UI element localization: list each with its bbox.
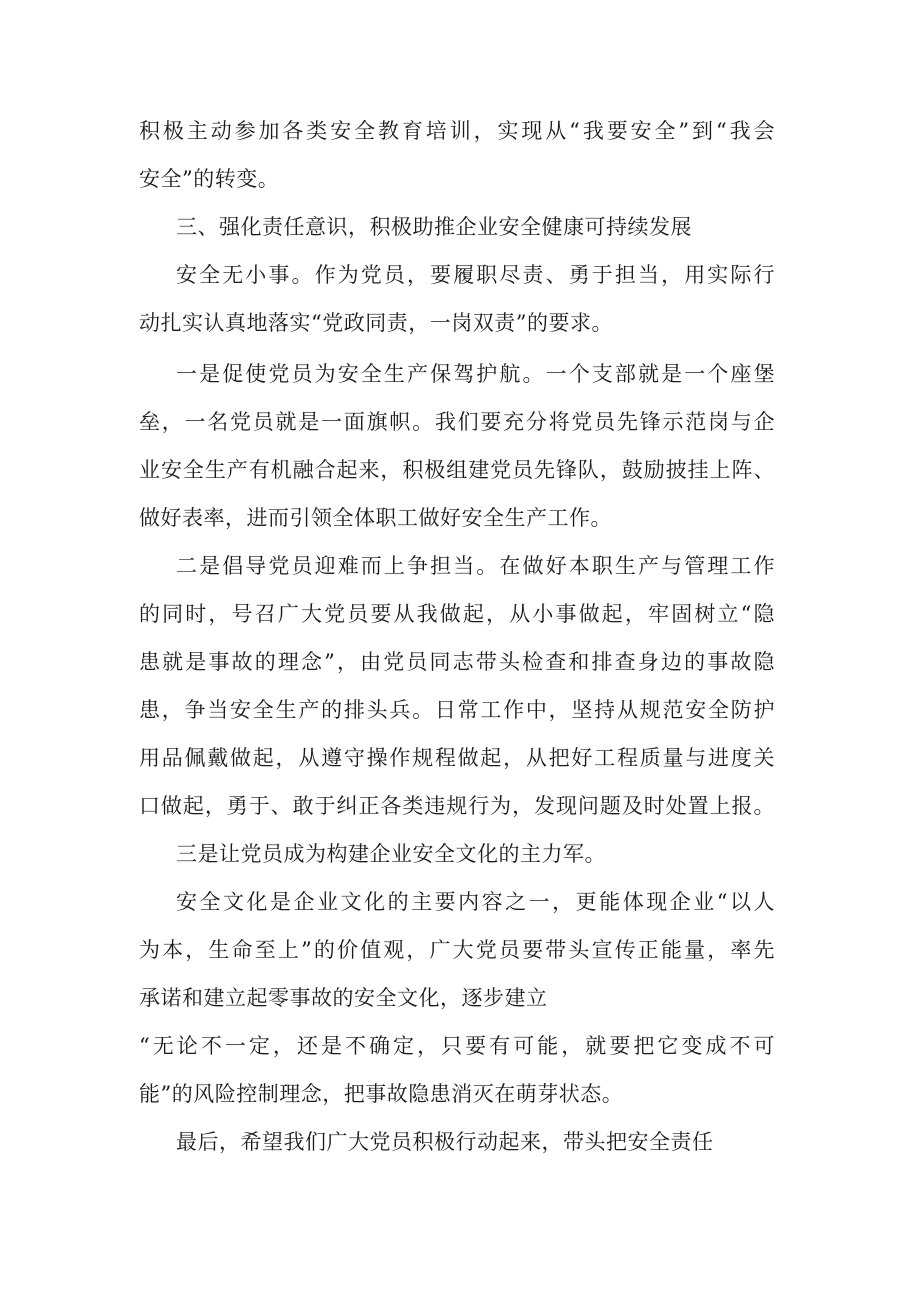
text-line: 垒，一名党员就是一面旗帜。我们要充分将党员先锋示范岗与企 bbox=[139, 410, 775, 434]
text-line: 承诺和建立起零事故的安全文化，逐步建立 bbox=[139, 986, 548, 1010]
text-line: 一是促使党员为安全生产保驾护航。一个支部就是一个座堡 bbox=[176, 362, 775, 386]
text-line: “无论不一定，还是不确定，只要有可能，就要把它变成不可 bbox=[139, 1034, 775, 1058]
text-line: 安全”的转变。 bbox=[139, 167, 280, 191]
text-line: 最后，希望我们广大党员积极行动起来，带头把安全责任 bbox=[176, 1130, 714, 1154]
text-line: 安全文化是企业文化的主要内容之一，更能体现企业“以人 bbox=[176, 890, 775, 914]
section-heading: 三、强化责任意识，积极助推企业安全健康可持续发展 bbox=[176, 215, 692, 239]
text-line: 用品佩戴做起，从遵守操作规程做起，从把好工程质量与进度关 bbox=[139, 746, 775, 770]
text-line: 口做起，勇于、敢于纠正各类违规行为，发现问题及时处置上报。 bbox=[139, 794, 775, 818]
text-line: 能”的风险控制理念，把事故隐患消灭在萌芽状态。 bbox=[139, 1082, 624, 1106]
text-line: 三是让党员成为构建企业安全文化的主力军。 bbox=[176, 842, 606, 866]
text-line: 患，争当安全生产的排头兵。日常工作中，坚持从规范安全防护 bbox=[139, 698, 775, 722]
text-line: 业安全生产有机融合起来，积极组建党员先锋队，鼓励披挂上阵、 bbox=[139, 458, 775, 482]
text-line: 为本，生命至上”的价值观，广大党员要带头宣传正能量，率先 bbox=[139, 938, 775, 962]
text-line: 动扎实认真地落实“党政同责，一岗双责”的要求。 bbox=[139, 311, 613, 335]
text-line: 的同时，号召广大党员要从我做起，从小事做起，牢固树立“隐 bbox=[139, 602, 775, 626]
text-line: 做好表率，进而引领全体职工做好安全生产工作。 bbox=[139, 506, 612, 530]
text-line: 二是倡导党员迎难而上争担当。在做好本职生产与管理工作 bbox=[176, 554, 775, 578]
text-line: 积极主动参加各类安全教育培训，实现从“我要安全”到“我会 bbox=[139, 119, 775, 143]
text-line: 安全无小事。作为党员，要履职尽责、勇于担当，用实际行 bbox=[176, 263, 775, 287]
text-line: 患就是事故的理念”，由党员同志带头检查和排查身边的事故隐 bbox=[139, 650, 775, 674]
